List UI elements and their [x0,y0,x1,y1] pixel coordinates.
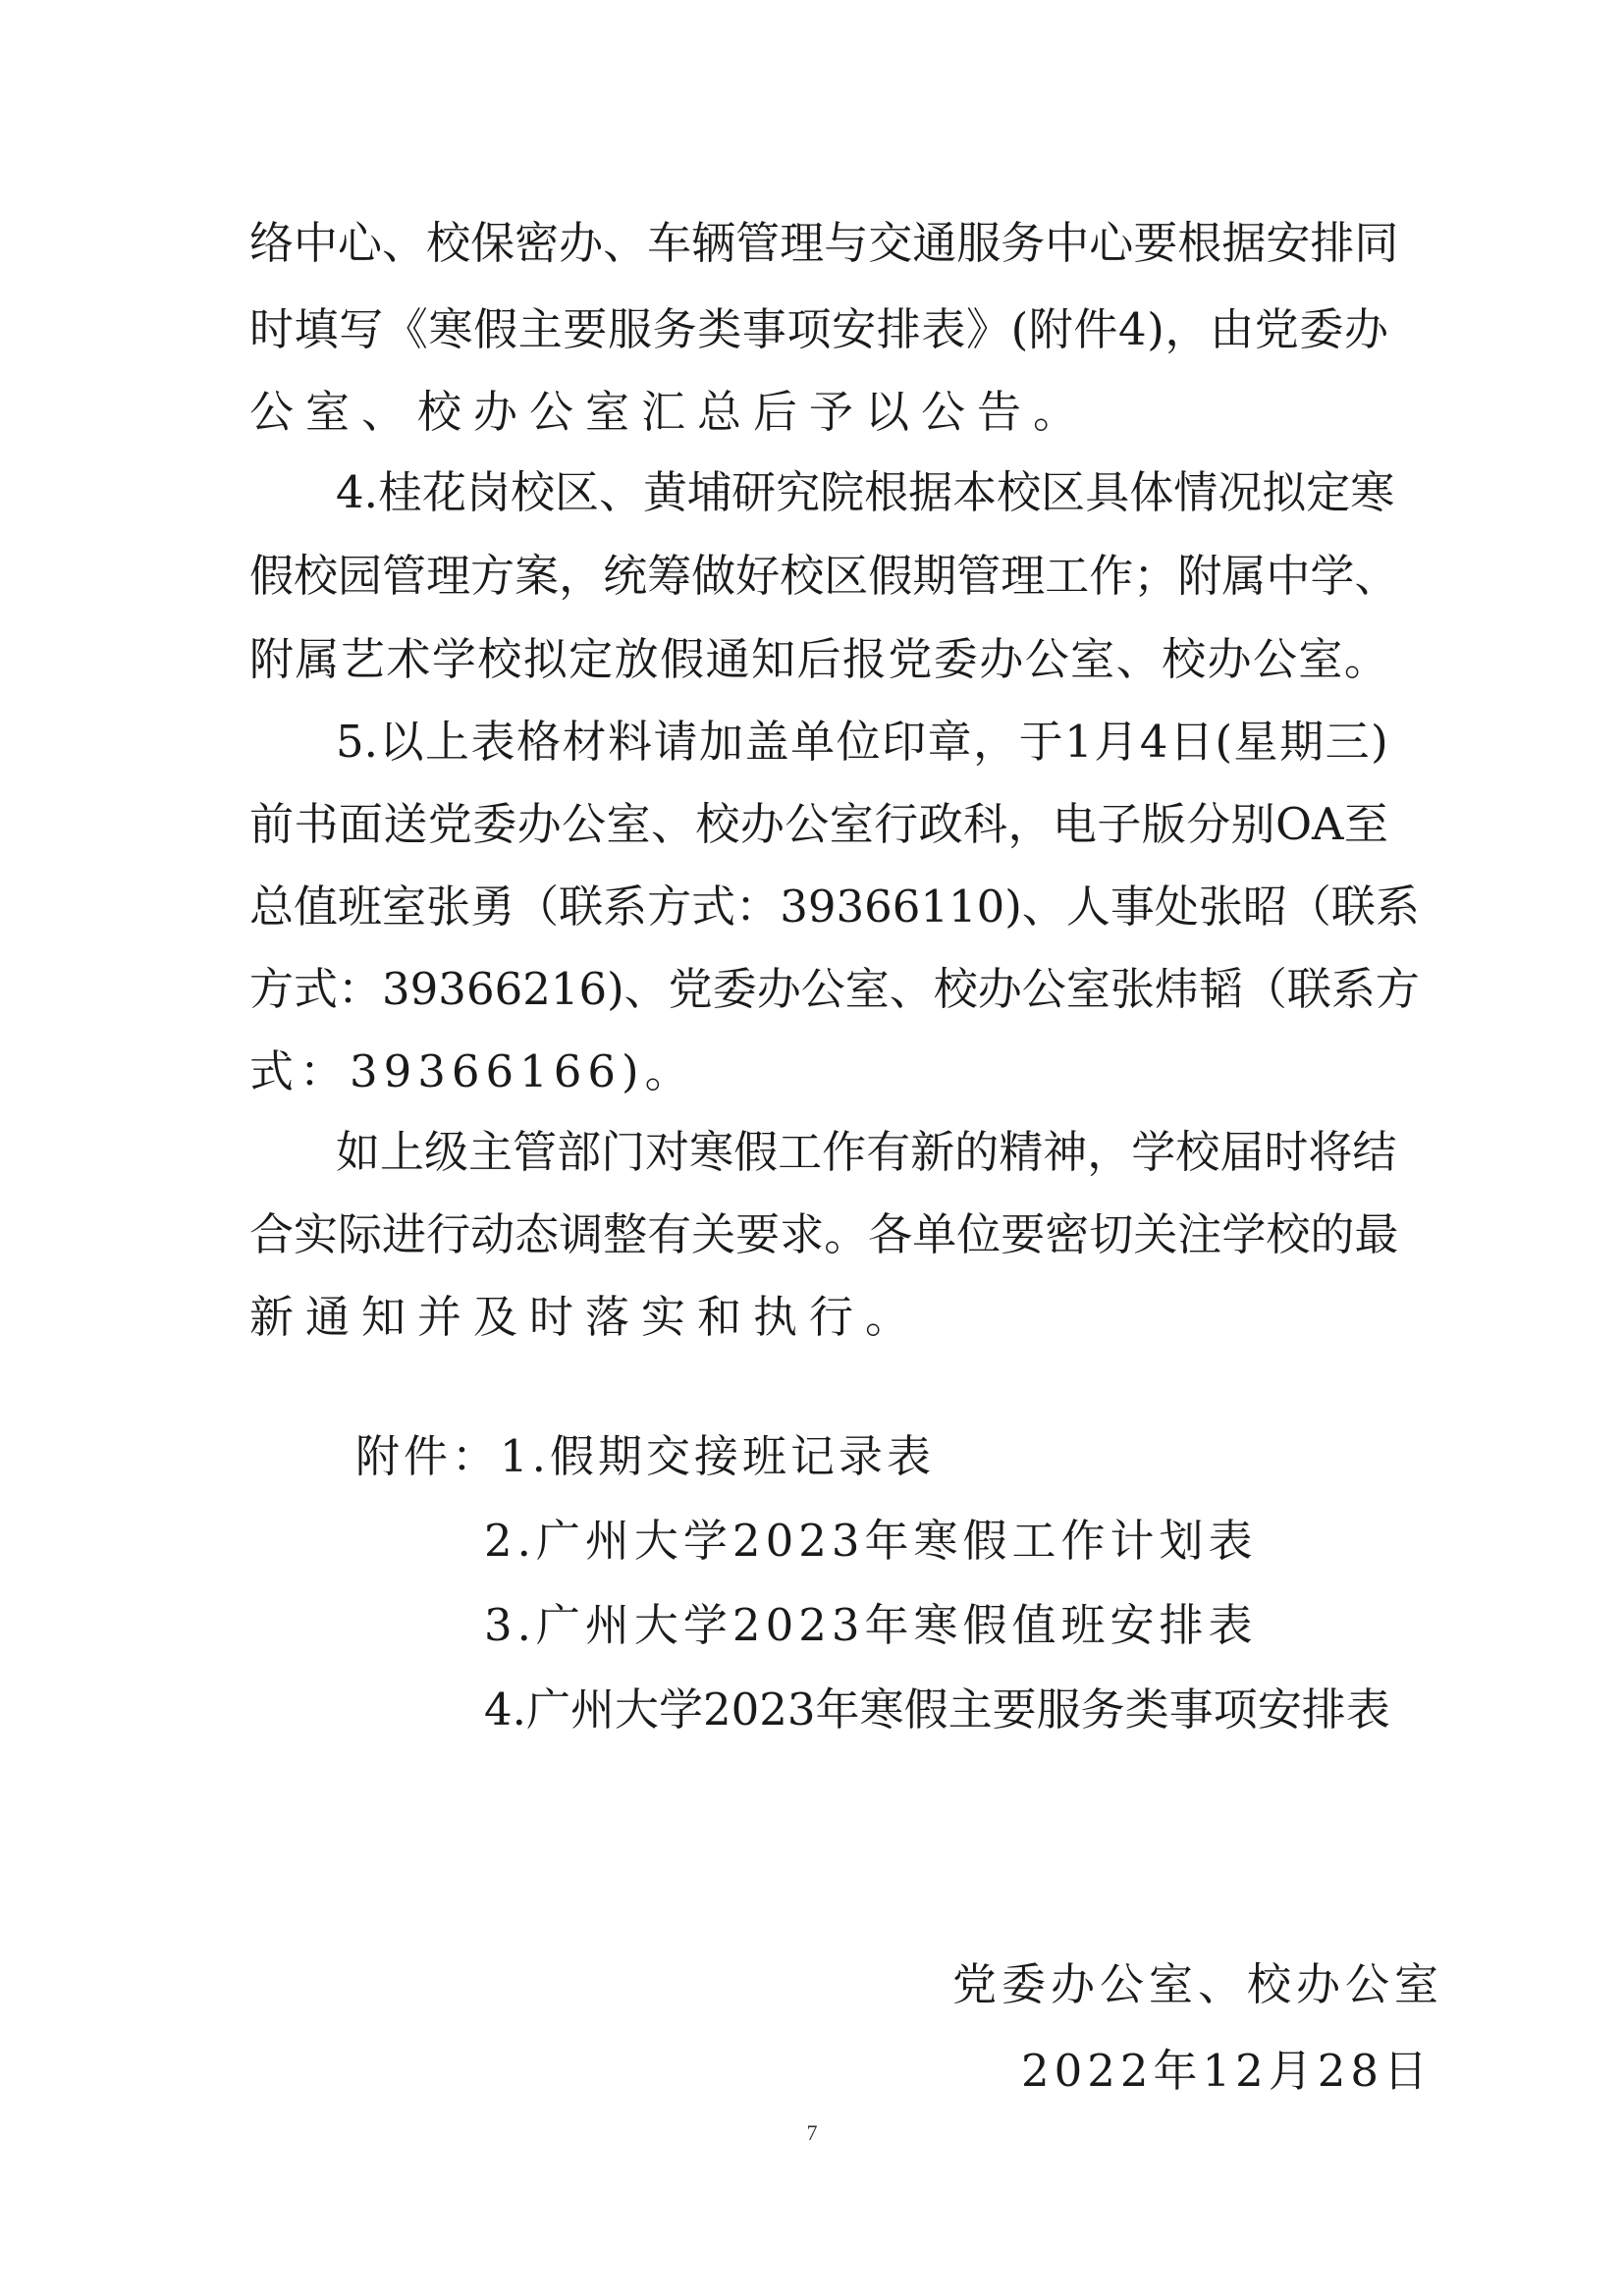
attachment-item: 1.假期交接班记录表 [500,1430,935,1482]
paragraph-line: 方 式 ： 39366216 ) 、 党 委 办 公 室 、 校 办 公 室 张 炜 韬 （ 联 系 方 [249,963,1420,1015]
paragraph-line: 合 实 际 进 行 动 态 调 整 有 关 要 求 。 各 单 位 要 密 切 关 注 学 校 的 最 [249,1208,1399,1260]
attachment-item: 2.广州大学2023年寒假工作计划表 [484,1515,1258,1567]
attachment-item: 4. 广 州 大 学 2023 年 寒 假 主 要 服 务 类 事 项 安 排 表 [484,1683,1390,1735]
paragraph-line: 式：39366166)。 [249,1045,695,1097]
paragraph-line: 络 中 心 、 校 保 密 办 、 车 辆 管 理 与 交 通 服 务 中 心 要 根 据 安 排 同 [249,217,1399,269]
issuing-organization: 党委办公室、校办公室 [952,1958,1444,2010]
paragraph-line: 附 属 艺 术 学 校 拟 定 放 假 通 知 后 报 党 委 办 公 室 、 校 办 公 室 。 [249,633,1388,685]
paragraph-line: 公室、校办公室汇总后予以公告。 [249,386,1090,438]
attachments-label: 附件： [355,1430,501,1482]
paragraph-line: 总 值 班 室 张 勇 （ 联 系 方 式 ： 39366110 ) 、 人 事 处 张 昭 （ 联 系 [249,881,1420,933]
paragraph-line: 假 校 园 管 理 方 案 ， 统 筹 做 好 校 区 假 期 管 理 工 作 ； 附 属 中 学 、 [249,550,1399,602]
paragraph-line: 4. 桂 花 岗 校 区 、 黄 埔 研 究 院 根 据 本 校 区 具 体 情 况 拟 定 寒 [336,466,1395,518]
paragraph-line: 前 书 面 送 党 委 办 公 室 、 校 办 公 室 行 政 科 ， 电 子 版 分 别 OA 至 [249,798,1388,850]
paragraph-line: 时 填 写 《 寒 假 主 要 服 务 类 事 项 安 排 表 》 ( 附 件 4 ) ， 由 党 委 办 [249,303,1388,355]
paragraph-line: 如 上 级 主 管 部 门 对 寒 假 工 作 有 新 的 精 神 ， 学 校 届 时 将 结 [336,1126,1397,1178]
paragraph-line: 5. 以 上 表 格 材 料 请 加 盖 单 位 印 章 ， 于 1 月 4 日 ( 星 期 三 ) [336,716,1388,768]
page-number: 7 [806,2120,818,2145]
attachments-list [355,1417,935,1496]
issue-date: 2022年12月28日 [1021,2045,1434,2097]
paragraph-line: 新通知并及时落实和执行。 [249,1291,922,1343]
attachment-item: 3.广州大学2023年寒假值班安排表 [484,1599,1258,1651]
